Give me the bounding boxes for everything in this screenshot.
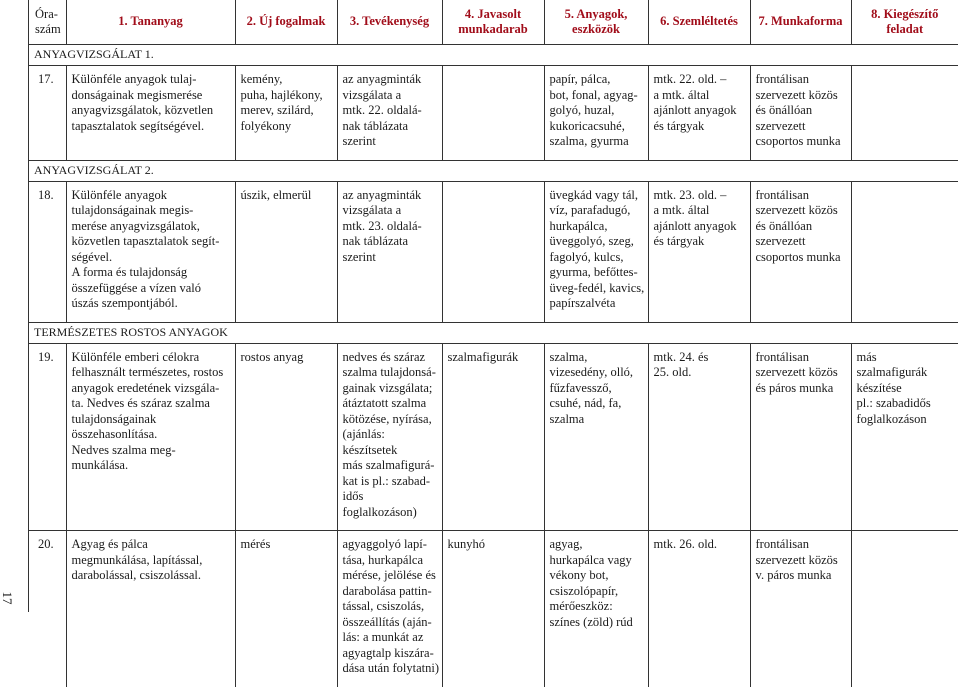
table-row [29, 343, 958, 531]
cell-suggested-work [442, 181, 544, 322]
cell-suggested-work: szalmafigurák [442, 343, 544, 531]
cell-illustration: mtk. 26. old. [648, 531, 750, 687]
section-title-termeszetes-rostos-anyagok: TERMÉSZETES ROSTOS ANYAGOK [34, 324, 228, 339]
cell-activity: az anyagminták vizsgálata a mtk. 23. oldalá- nak táblázata szerint [337, 181, 442, 322]
cell-curriculum: Különféle anyagok tulajdonságainak megis- merése anyagvizsgálatok, közvetlen tapasztalatok segít- ségével. A forma és tulajdonság összefüggése a vízen való úszás szempontjából. [66, 181, 235, 322]
cell-new-concepts: mérés [235, 531, 337, 687]
table-row [29, 181, 958, 322]
cell-work-form: frontálisan szervezett közös és páros munka [750, 343, 851, 531]
cell-new-concepts: rostos anyag [235, 343, 337, 531]
cell-illustration: mtk. 23. old. – a mtk. által ajánlott anyagok és tárgyak [648, 181, 750, 322]
cell-materials-tools: agyag, hurkapálca vagy vékony bot, csiszolópapír, mérőeszköz: színes (zöld) rúd [544, 531, 648, 687]
cell-curriculum: Különféle anyagok tulaj- donságainak megismerése anyagvizsgálatok, közvetlen tapasztalatok segítségével. [66, 66, 235, 161]
header-suggested-work: 4. Javasolt munkadarab [442, 0, 544, 45]
table-row [29, 66, 958, 161]
cell-new-concepts: kemény, puha, hajlékony, merev, szilárd, folyékony [235, 66, 337, 161]
table-row [29, 531, 958, 687]
curriculum-table [29, 0, 958, 687]
cell-materials-tools: szalma, vizesedény, olló, fűzfavessző, csuhé, nád, fa, szalma [544, 343, 648, 531]
lesson-number: 20. [38, 537, 54, 551]
cell-curriculum: Különféle emberi célokra felhasznált természetes, rostos anyagok eredetének vizsgála- ta. Nedves és száraz szalma tulajdonságainak összehasonlítása. Nedves szalma meg- munkálása. [66, 343, 235, 531]
cell-extra-task [851, 531, 958, 687]
header-extra-task: 8. Kiegészítő feladat [851, 0, 958, 45]
cell-new-concepts: úszik, elmerül [235, 181, 337, 322]
cell-work-form: frontálisan szervezett közös és önállóan szervezett csoportos munka [750, 66, 851, 161]
section-title-anyagvizsgalat-2: ANYAGVIZSGÁLAT 2. [34, 162, 154, 177]
cell-work-form: frontálisan szervezett közös v. páros munka [750, 531, 851, 687]
cell-activity: nedves és száraz szalma tulajdonsá- gainak vizsgálata; átáztatott szalma kötözése, nyírása, (ajánlás: készítsetek más szalmafigurá- kat is pl.: szabad- idős foglalkozáson) [337, 343, 442, 531]
header-new-concepts: 2. Új fogalmak [235, 0, 337, 45]
cell-work-form: frontálisan szervezett közös és önállóan szervezett csoportos munka [750, 181, 851, 322]
section-row [29, 45, 958, 66]
cell-curriculum: Agyag és pálca megmunkálása, lapítással, darabolással, csiszolással. [66, 531, 235, 687]
cell-suggested-work [442, 66, 544, 161]
cell-extra-task: más szalmafigurák készítése pl.: szabadidős foglalkozáson [851, 343, 958, 531]
lesson-number: 18. [38, 187, 54, 202]
lesson-number: 17. [38, 72, 54, 86]
header-row [29, 0, 958, 45]
lesson-number: 19. [38, 349, 54, 364]
header-activity: 3. Tevékenység [337, 0, 442, 45]
page-number: 17 [0, 591, 15, 605]
cell-materials-tools: papír, pálca, bot, fonal, agyag- golyó, huzal, kukoricacsuhé, szalma, gyurma [544, 66, 648, 161]
header-hour-number: Óra- szám [35, 6, 61, 36]
cell-materials-tools: üvegkád vagy tál, víz, parafadugó, hurkapálca, üveggolyó, szeg, fagolyó, kulcs, gyurma, befőttes- üveg-fedél, kavics, papírszalvéta [544, 181, 648, 322]
cell-activity: agyaggolyó lapí- tása, hurkapálca mérése, jelölése és darabolása pattin- tással, csiszolás, összeállítás (aján- lás: a munkát az agyagtalp kiszára- dása után folytatni) [337, 531, 442, 687]
cell-illustration: mtk. 22. old. – a mtk. által ajánlott anyagok és tárgyak [648, 66, 750, 161]
header-materials-tools: 5. Anyagok, eszközök [544, 0, 648, 45]
cell-illustration: mtk. 24. és 25. old. [648, 343, 750, 531]
cell-suggested-work: kunyhó [442, 531, 544, 687]
cell-extra-task [851, 66, 958, 161]
section-row [29, 160, 958, 181]
section-row [29, 322, 958, 343]
header-curriculum: 1. Tananyag [66, 0, 235, 45]
header-work-form: 7. Munkaforma [750, 0, 851, 45]
section-title-anyagvizsgalat-1: ANYAGVIZSGÁLAT 1. [34, 47, 154, 61]
cell-activity: az anyagminták vizsgálata a mtk. 22. oldalá- nak táblázata szerint [337, 66, 442, 161]
header-illustration: 6. Szemléltetés [648, 0, 750, 45]
cell-extra-task [851, 181, 958, 322]
